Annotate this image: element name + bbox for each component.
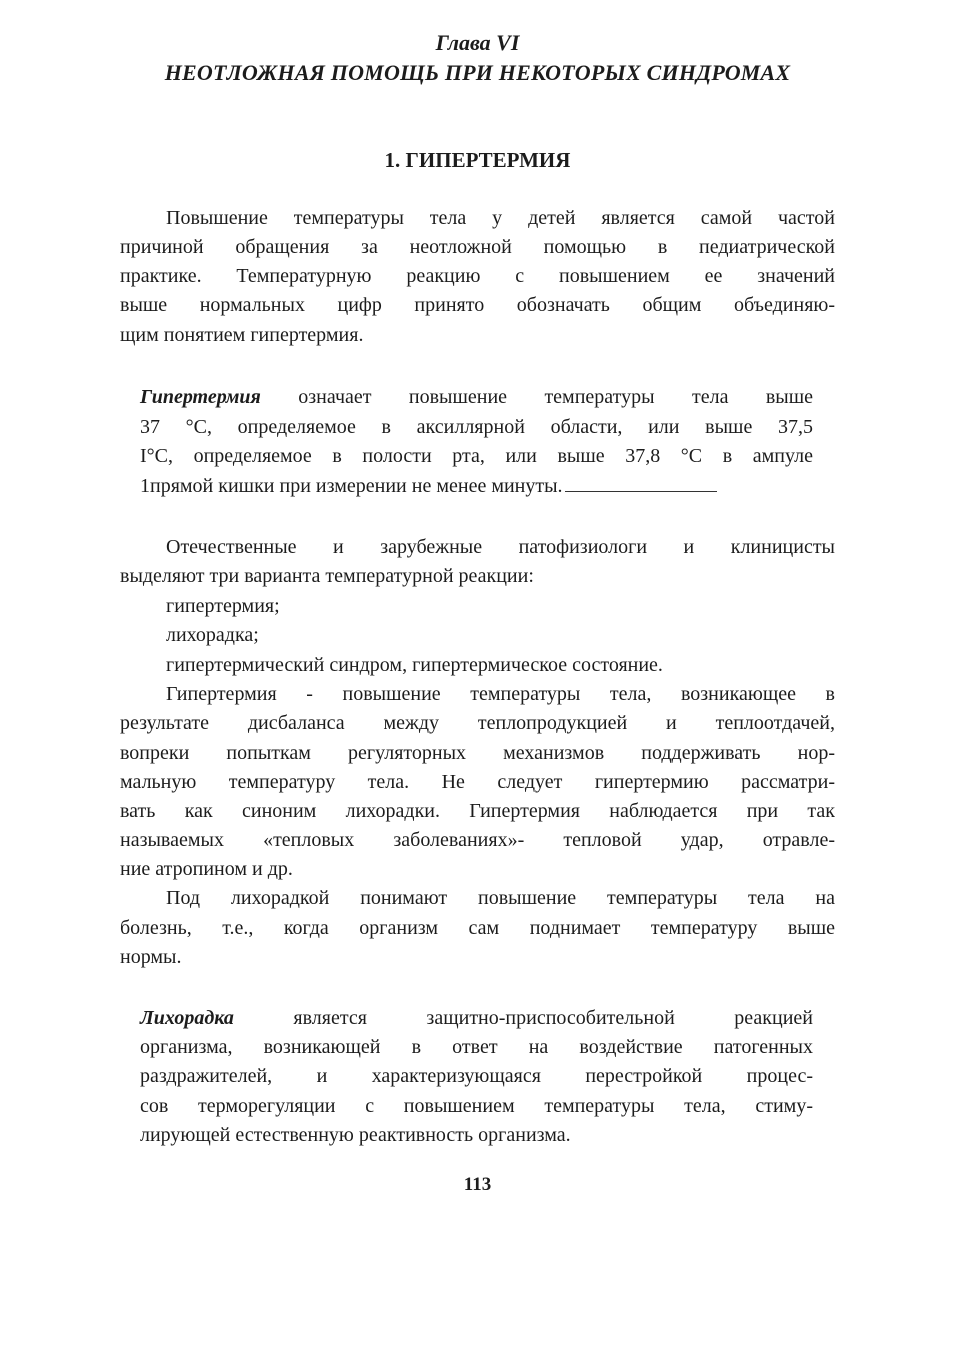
body-line: выделяют три варианта температурной реакции: (120, 565, 534, 587)
list-item: гипертермический синдром, гипертермическое состояние. (166, 654, 663, 676)
section-title: 1. ГИПЕРТЕРМИЯ (384, 148, 571, 172)
body-line: нормы. (120, 946, 182, 968)
definition-term: Гипертермия (140, 386, 261, 408)
intro-line: выше нормальных цифр принято обозначать общим объединяю- (120, 294, 835, 316)
body-line: болезнь, т.е., когда организм сам поднимает температуру выше (120, 917, 835, 939)
intro-line: причиной обращения за неотложной помощью в педиатрической (120, 236, 835, 258)
definition-fever-line: лирующей естественную реактивность организма. (140, 1124, 571, 1146)
intro-line: щим понятием гипертермия. (120, 324, 364, 346)
list-item: гипертермия; (166, 595, 280, 617)
body-line: Отечественные и зарубежные патофизиологи и клиницисты (166, 536, 835, 558)
body-line: результате дисбаланса между теплопродукцией и теплоотдачей, (120, 712, 835, 734)
definition-term: Лихорадка (140, 1007, 234, 1029)
body-line: ние атропином и др. (120, 858, 293, 880)
chapter-heading: Глава VI (435, 30, 520, 55)
body-line: называемых «тепловых заболеваниях»- тепловой удар, отравле- (120, 829, 835, 851)
intro-line: практике. Температурную реакцию с повышением ее значений (120, 265, 835, 287)
body-line: Гипертермия - повышение температуры тела, возникающее в (166, 683, 835, 705)
definition-hyperthermia-line: 37 °С, определяемое в аксиллярной области, или выше 37,5 (140, 416, 813, 438)
definition-text: означает повышение температуры тела выше (298, 386, 814, 408)
definition-fever-line: организма, возникающей в ответ на воздействие патогенных (140, 1036, 813, 1058)
body-line: Под лихорадкой понимают повышение температуры тела на (166, 887, 835, 909)
page-number: 113 (463, 1174, 492, 1195)
chapter-title: НЕОТЛОЖНАЯ ПОМОЩЬ ПРИ НЕКОТОРЫХ СИНДРОМАХ (164, 60, 791, 85)
definition-fever-line: раздражителей, и характеризующаяся перестройкой процес- (140, 1065, 813, 1087)
definition-fever-line: сов терморегуляции с повышением температуры тела, стиму- (140, 1095, 813, 1117)
definition-text: 1прямой кишки при измерении не менее минуты. (140, 475, 563, 497)
definition-hyperthermia-line: I°С, определяемое в полости рта, или выше 37,8 °С в ампуле (140, 445, 813, 467)
definition-hyperthermia-line (140, 383, 813, 412)
fill-line (565, 473, 717, 492)
definition-hyperthermia-line (140, 472, 813, 501)
intro-line: Повышение температуры тела у детей является самой частой (166, 207, 835, 229)
list-item: лихорадка; (166, 624, 259, 646)
body-line: вопреки попыткам регуляторных механизмов поддерживать нор- (120, 742, 835, 764)
body-line: мальную температуру тела. Не следует гипертермию рассматри- (120, 771, 835, 793)
body-line: вать как синоним лихорадки. Гипертермия наблюдается при так (120, 800, 835, 822)
definition-fever-line (140, 1004, 813, 1033)
definition-text: является защитно-приспособительной реакцией (293, 1007, 813, 1029)
